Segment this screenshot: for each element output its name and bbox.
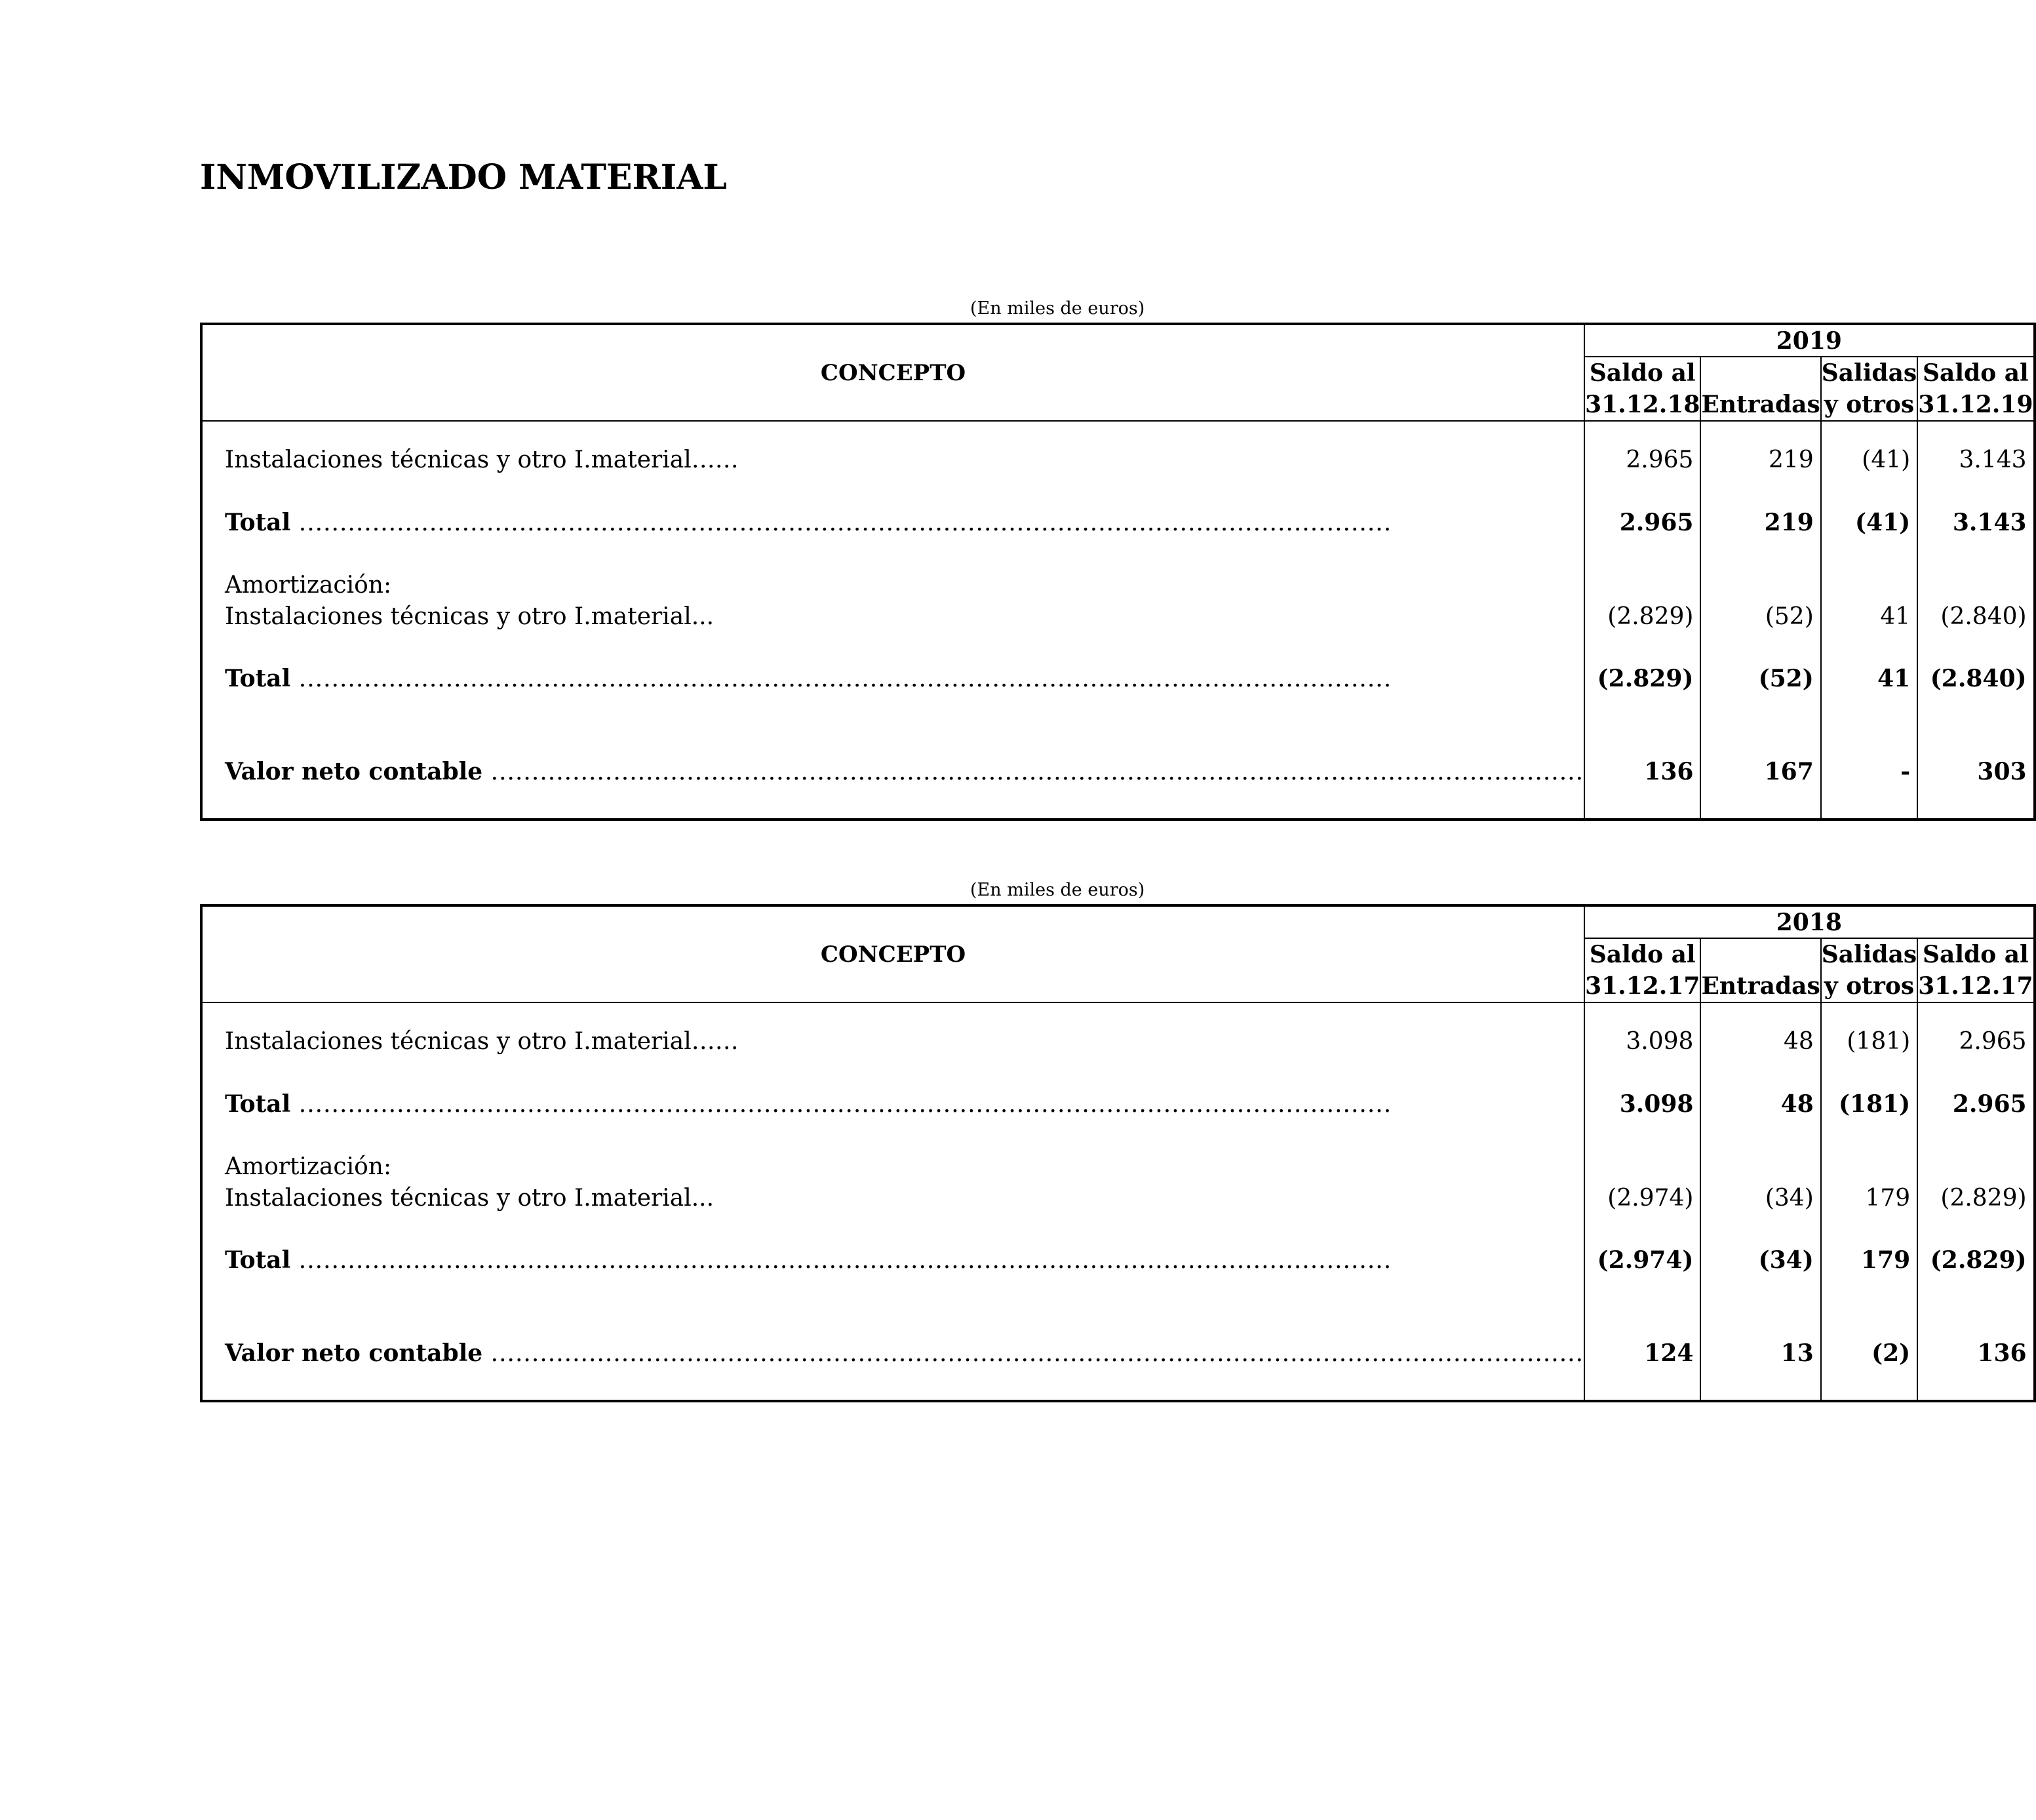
cell-value: 3.143	[1917, 506, 2034, 539]
table-row-amortization	[201, 1182, 2035, 1214]
cell-value: (41)	[1821, 443, 1917, 476]
cell-value: (34)	[1700, 1182, 1820, 1214]
col1-header-line1: Saldo al	[1584, 357, 1700, 389]
cell-value: 136	[1584, 755, 1700, 788]
cell-value: 219	[1700, 443, 1820, 476]
concept-header: CONCEPTO	[201, 905, 1584, 1002]
col4-header-line2: 31.12.19	[1917, 389, 2034, 421]
table-row-amortization-heading	[201, 1151, 2035, 1182]
cell-value: (2.974)	[1584, 1182, 1700, 1214]
col3-header-line1: Salidas	[1821, 938, 1917, 970]
cell-value: (2.829)	[1584, 662, 1700, 695]
cell-value: 219	[1700, 506, 1820, 539]
col3-header-line2: y otros	[1821, 389, 1917, 421]
row-label: Total .....	[225, 1090, 1392, 1118]
cell-value: 2.965	[1917, 1088, 2034, 1120]
cell-value: 303	[1917, 755, 2034, 788]
col1-header-line2: 31.12.18	[1584, 389, 1700, 421]
col1-header-line2: 31.12.17	[1584, 970, 1700, 1002]
unit-note-2018: (En miles de euros)	[970, 880, 1145, 900]
table-row-total-amortization	[201, 1244, 2035, 1276]
cell-value: 41	[1821, 601, 1917, 632]
cell-value: 124	[1584, 1337, 1700, 1370]
cell-value: (52)	[1700, 601, 1820, 632]
table-row-total-gross	[201, 1088, 2035, 1120]
year-header: 2019	[1584, 324, 2034, 357]
cell-value: (2)	[1821, 1337, 1917, 1370]
section-heading: Amortización:	[225, 1153, 392, 1180]
unit-note-2019: (En miles de euros)	[970, 298, 1145, 319]
cell-value: (2.974)	[1584, 1244, 1700, 1276]
col3-header-line1: Salidas	[1821, 357, 1917, 389]
row-label: Instalaciones técnicas y otro I.material...	[225, 1184, 715, 1212]
header-year-row	[201, 905, 2035, 938]
table-row-total-gross	[201, 506, 2035, 539]
table-row-amortization	[201, 601, 2035, 632]
table-row-net-book-value	[201, 1337, 2035, 1370]
row-label: Total .....	[225, 665, 1392, 692]
cell-value: (52)	[1700, 662, 1820, 695]
page-title: INMOVILIZADO MATERIAL	[200, 157, 727, 197]
cell-value: (2.829)	[1584, 601, 1700, 632]
cell-value: 2.965	[1584, 443, 1700, 476]
header-year-row	[201, 324, 2035, 357]
col2-header-line2: Entradas	[1700, 970, 1820, 1002]
cell-value: 179	[1821, 1182, 1917, 1214]
fixed-assets-table-2019	[200, 323, 2036, 821]
row-label: Instalaciones técnicas y otro I.material……	[225, 446, 739, 473]
col4-header-line2: 31.12.17	[1917, 970, 2034, 1002]
fixed-assets-table-2018	[200, 904, 2036, 1402]
cell-value: 48	[1700, 1088, 1820, 1120]
cell-value: 136	[1917, 1337, 2034, 1370]
row-label: Valor neto contable .....	[225, 1339, 1584, 1367]
cell-value: 13	[1700, 1337, 1820, 1370]
cell-value: (34)	[1700, 1244, 1820, 1276]
concept-header: CONCEPTO	[201, 324, 1584, 421]
cell-value: 41	[1821, 662, 1917, 695]
table-row-installations	[201, 1025, 2035, 1058]
col3-header-line2: y otros	[1821, 970, 1917, 1002]
cell-value: (2.840)	[1917, 601, 2034, 632]
col2-header-line1	[1700, 938, 1820, 970]
cell-value: 2.965	[1917, 1025, 2034, 1058]
table-row-installations	[201, 443, 2035, 476]
table-row-net-book-value	[201, 755, 2035, 788]
cell-value: (2.840)	[1917, 662, 2034, 695]
cell-value: 3.143	[1917, 443, 2034, 476]
cell-value: 3.098	[1584, 1025, 1700, 1058]
col2-header-line2: Entradas	[1700, 389, 1820, 421]
section-heading: Amortización:	[225, 571, 392, 599]
cell-value: (181)	[1821, 1025, 1917, 1058]
row-label: Valor neto contable .....	[225, 758, 1584, 785]
col4-header-line1: Saldo al	[1917, 357, 2034, 389]
col1-header-line1: Saldo al	[1584, 938, 1700, 970]
cell-value: (2.829)	[1917, 1244, 2034, 1276]
cell-value: 3.098	[1584, 1088, 1700, 1120]
cell-value: -	[1821, 755, 1917, 788]
cell-value: 2.965	[1584, 506, 1700, 539]
row-label: Total .....	[225, 509, 1392, 536]
cell-value: (181)	[1821, 1088, 1917, 1120]
col2-header-line1	[1700, 357, 1820, 389]
cell-value: (2.829)	[1917, 1182, 2034, 1214]
year-header: 2018	[1584, 905, 2034, 938]
table-row-total-amortization	[201, 662, 2035, 695]
row-label: Instalaciones técnicas y otro I.material...	[225, 603, 715, 630]
cell-value: 167	[1700, 755, 1820, 788]
col4-header-line1: Saldo al	[1917, 938, 2034, 970]
row-label: Instalaciones técnicas y otro I.material……	[225, 1027, 739, 1055]
cell-value: (41)	[1821, 506, 1917, 539]
row-label: Total .....	[225, 1246, 1392, 1274]
cell-value: 48	[1700, 1025, 1820, 1058]
cell-value: 179	[1821, 1244, 1917, 1276]
table-row-amortization-heading	[201, 569, 2035, 601]
